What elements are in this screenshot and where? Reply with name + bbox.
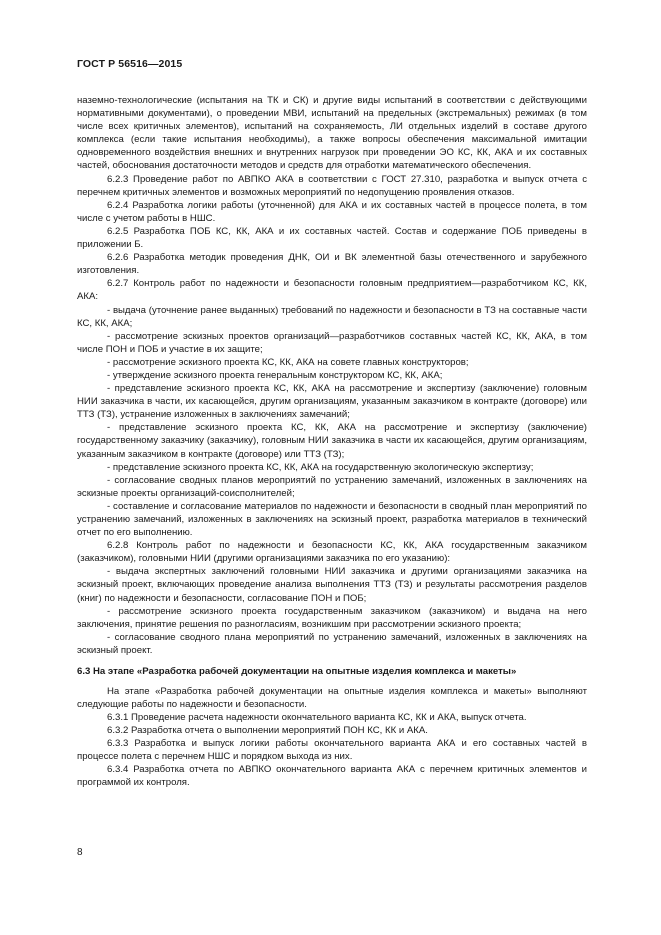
- list-item: - выдача (уточнение ранее выданных) требований по надежности и безопасности в ТЗ на составные части КС, КК, АКА;: [77, 304, 587, 329]
- list-item: - представление эскизного проекта КС, КК, АКА на рассмотрение и экспертизу (заключение) государственному заказчику (заказчику), головным НИИ заказчика в части их касающейся, другим организациям, указанным заказчиком в контракте (договоре) или ТТЗ (ТЗ);: [77, 422, 587, 460]
- paragraph: 6.2.6 Разработка методик проведения ДНК, ОИ и ВК элементной базы отечественного и зарубежного изготовления.: [77, 252, 587, 277]
- list-item: - утверждение эскизного проекта генеральным конструктором КС, КК, АКА;: [107, 369, 443, 381]
- list-item: - представление эскизного проекта КС, КК, АКА на рассмотрение и экспертизу (заключение) головным НИИ заказчика в части, их касающейся, другим организациям, указанным заказчиком в контракте (договоре) или ТТЗ (ТЗ), устранение изложенных в заключениях замечаний;: [77, 383, 587, 421]
- paragraph: 6.2.4 Разработка логики работы (уточненной) для АКА и их составных частей в процессе полета, в том числе с учетом работы в НШС.: [77, 199, 587, 224]
- paragraph: 6.3.2 Разработка отчета о выполнении мероприятий ПОН КС, КК и АКА.: [107, 724, 428, 736]
- list-item: - выдача экспертных заключений головными НИИ заказчика и другими организациями заказчика на эскизный проект, включающих проведение анализа выполнения ТТЗ (ТЗ) и результаты рассмотрения разделов (книг) по надежности и безопасности, согласование ПОН и ПОБ;: [77, 566, 587, 604]
- paragraph: 6.2.8 Контроль работ по надежности и безопасности КС, КК, АКА государственным заказчиком (заказчиком), головными НИИ (другими организациями заказчика по его указанию):: [77, 540, 587, 565]
- section-heading: 6.3 На этапе «Разработка рабочей документации на опытные изделия комплекса и макеты»: [77, 666, 517, 678]
- paragraph: наземно-технологические (испытания на ТК и СК) и другие виды испытаний в соответствии с действующими нормативными документами), о проведении МВИ, испытаний на предельных (экстремальных) режимах (в том числе всех критичных элементов), испытаний на сохраняемость, ЛИ отдельных изделий в составе другого комплекса (если такие испытания необходимы), а также вопросы обеспечения максимальной имитации одновременного воздействия внешних и внутренних нагрузок при проведении ЭО КС, КК, АКА и их составных частей, обоснования достаточности методов и средств для отработки математического обеспечения.: [77, 95, 587, 172]
- paragraph: 6.3.1 Проведение расчета надежности окончательного варианта КС, КК и АКА, выпуск отчета.: [107, 711, 527, 723]
- paragraph: 6.2.7 Контроль работ по надежности и безопасности головным предприятием—разработчиком КС, КК, АКА:: [77, 278, 587, 303]
- paragraph: 6.2.3 Проведение работ по АВПКО АКА в соответствии с ГОСТ 27.310, разработка и выпуск отчета с перечнем критичных элементов и возможных мероприятий по недопущению проявления отказов.: [77, 173, 587, 198]
- list-item: - рассмотрение эскизных проектов организаций—разработчиков составных частей КС, КК, АКА, в том числе ПОН и ПОБ и участие в их защите;: [77, 330, 587, 355]
- document-header: ГОСТ Р 56516—2015: [77, 58, 183, 70]
- list-item: - согласование сводных планов мероприятий по устранению замечаний, изложенных в заключениях на эскизные проекты организаций-соисполнителей;: [77, 474, 587, 499]
- list-item: - согласование сводного плана мероприятий по устранению замечаний, изложенных в заключениях на эскизный проект.: [77, 631, 587, 656]
- list-item: - рассмотрение эскизного проекта государственным заказчиком (заказчиком) и выдача на него заключения, принятие решения по разногласиям, возникшим при рассмотрении эскизного проекта;: [77, 605, 587, 630]
- paragraph: 6.2.5 Разработка ПОБ КС, КК, АКА и их составных частей. Состав и содержание ПОБ приведены в приложении Б.: [77, 225, 587, 251]
- paragraph: 6.3.3 Разработка и выпуск логики работы окончательного варианта АКА и его составных частей в процессе полета с перечнем НШС и порядком выхода из них.: [77, 737, 587, 762]
- paragraph: На этапе «Разработка рабочей документации на опытные изделия комплекса и макеты» выполняют следующие работы по надежности и безопасности.: [77, 685, 587, 710]
- list-item: - рассмотрение эскизного проекта КС, КК, АКА на совете главных конструкторов;: [107, 356, 469, 368]
- list-item: - составление и согласование материалов по надежности и безопасности в сводный план мероприятий по устранению замечаний, изложенных в заключениях на эскизный проект, разработка материалов в технический отчет по его выполнению.: [77, 500, 587, 539]
- list-item: - представление эскизного проекта КС, КК, АКА на государственную экологическую экспертизу;: [107, 461, 534, 473]
- document-body: [77, 94, 587, 789]
- paragraph: 6.3.4 Разработка отчета по АВПКО окончательного варианта АКА с перечнем критичных элементов и программой их контроля.: [77, 764, 587, 789]
- page-number: 8: [77, 847, 83, 858]
